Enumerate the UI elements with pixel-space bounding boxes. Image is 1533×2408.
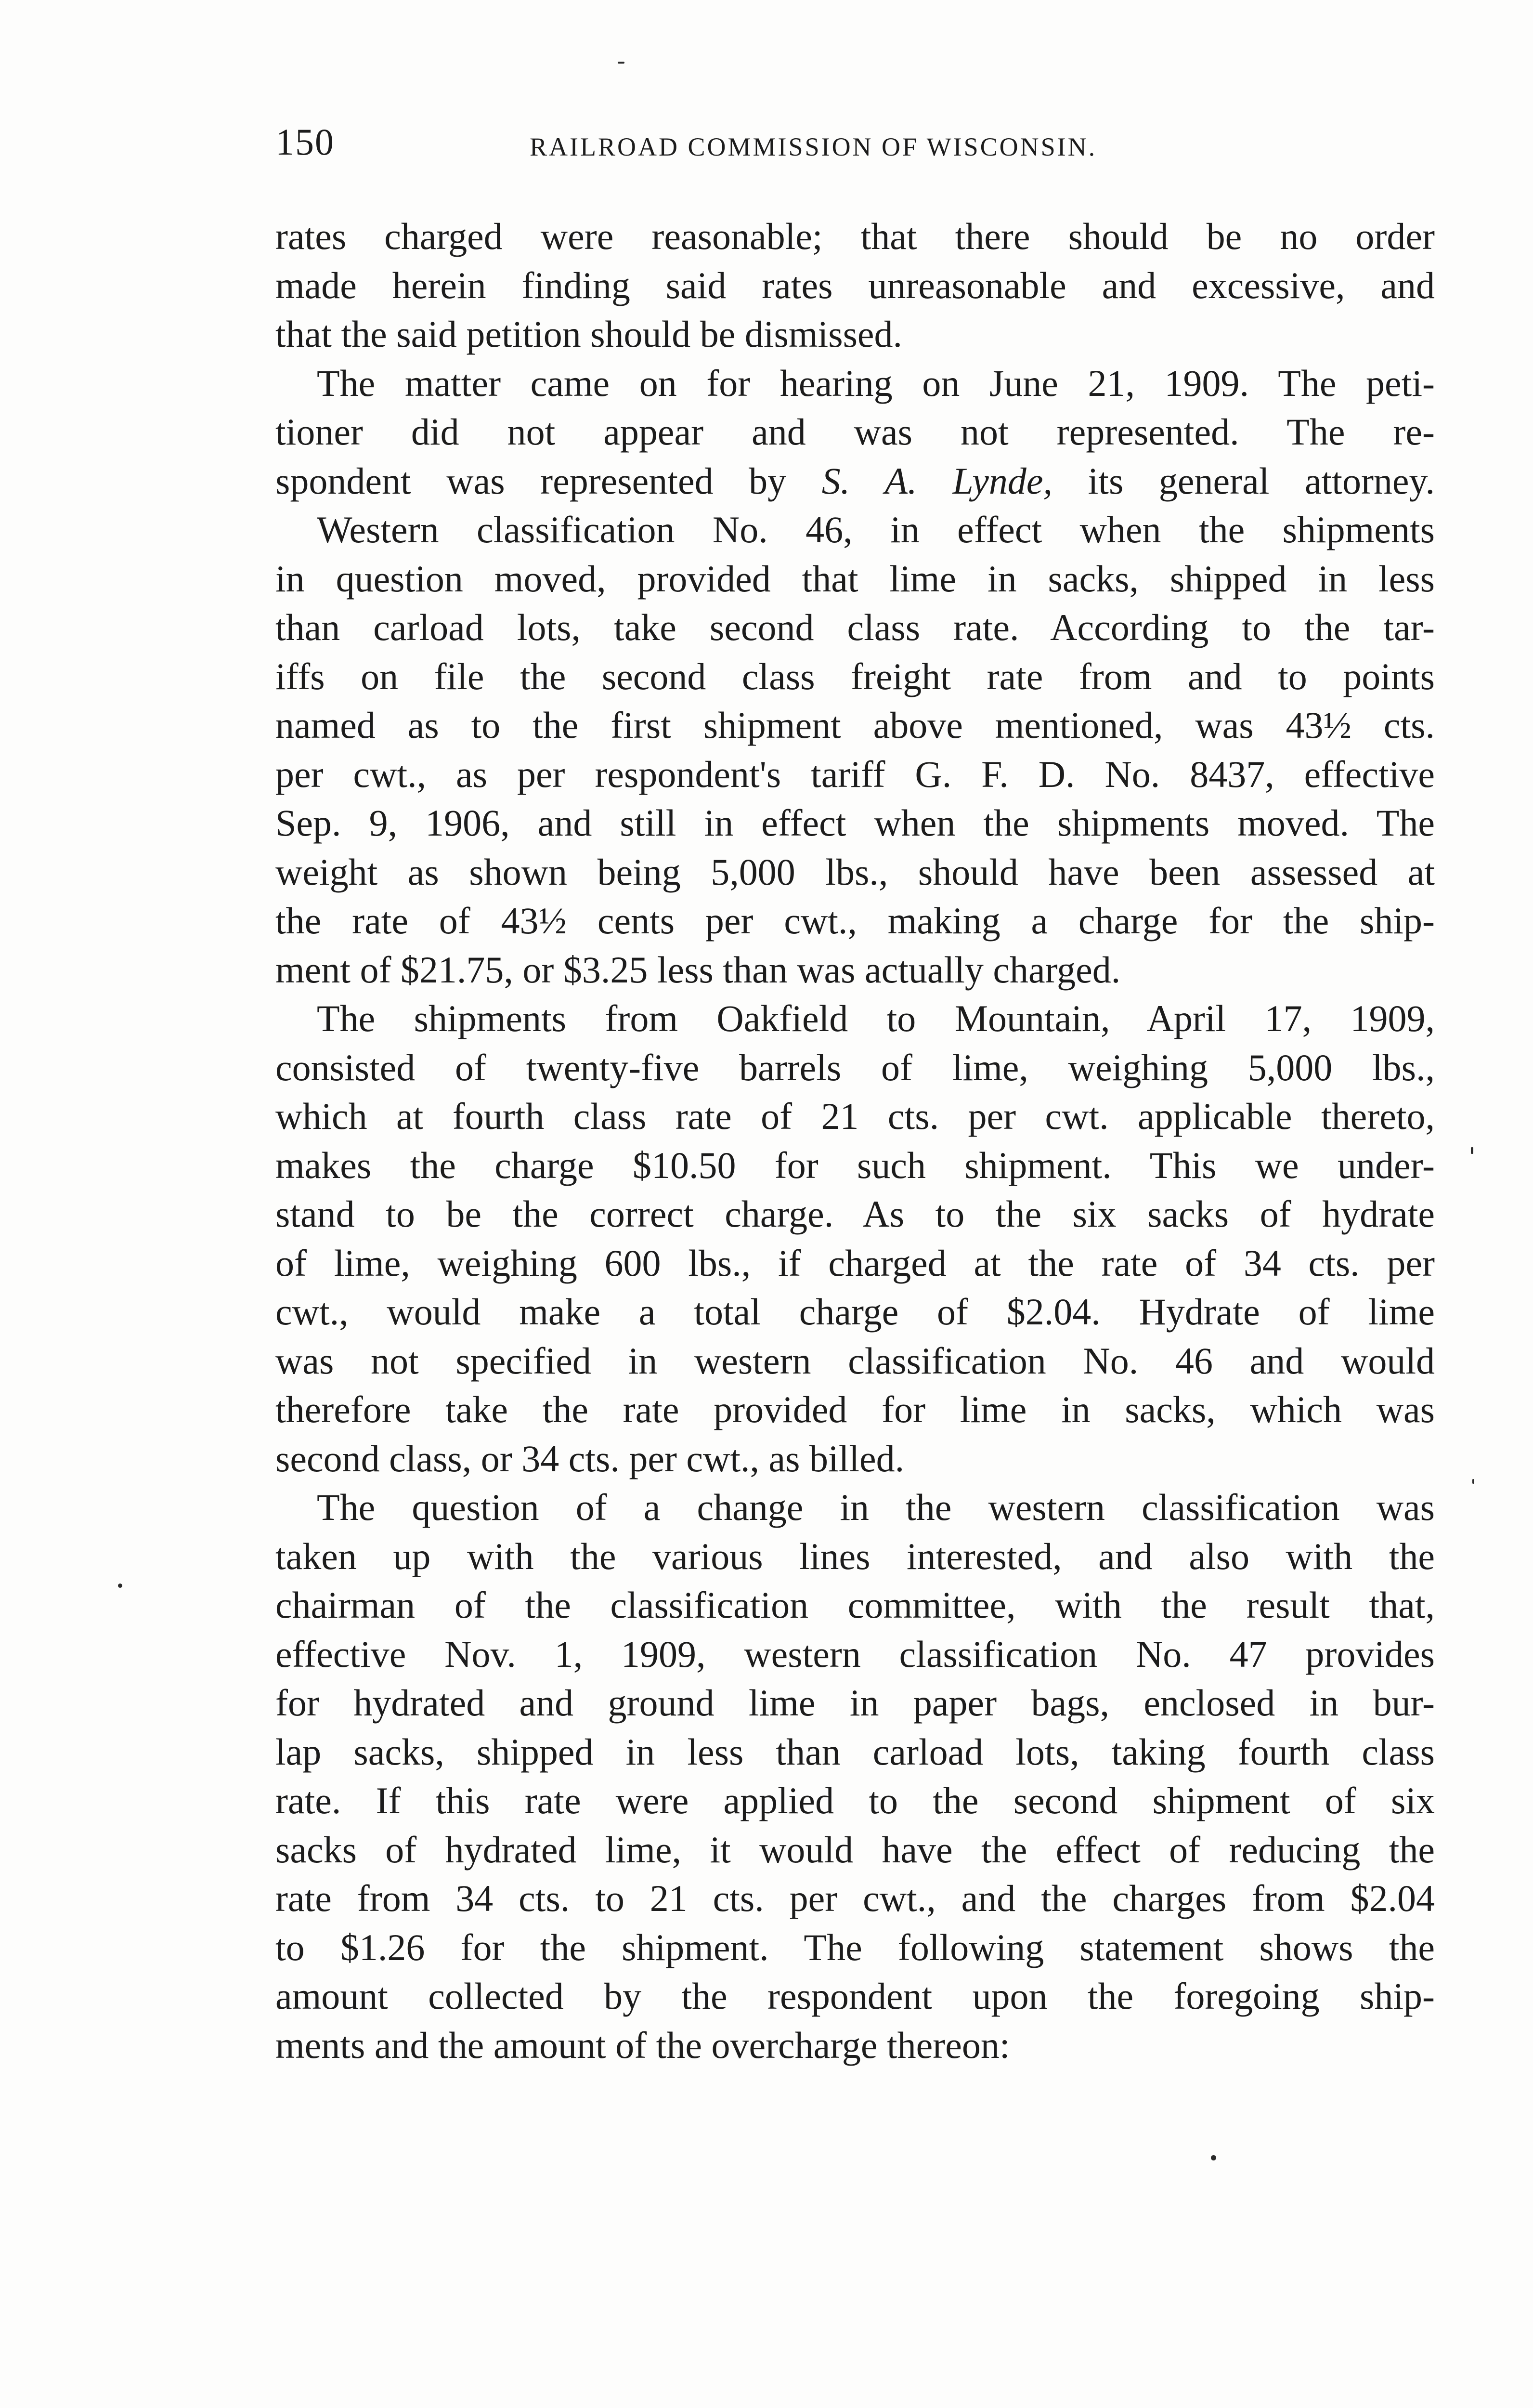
paragraph-2 [275,359,1435,506]
scan-speck [118,1584,122,1588]
text-line: second class, or 34 cts. per cwt., as billed. [275,1437,905,1479]
text-line: named as to the first shipment above mentioned, was 43½ cts. [275,704,1435,746]
scan-speck [618,62,624,64]
text-line: rate from 34 cts. to 21 cts. per cwt., and the charges from $2.04 [275,1877,1435,1919]
text-line: lap sacks, shipped in less than carload lots, taking fourth class [275,1730,1435,1773]
text-line: iffs on file the second class freight rate from and to points [275,655,1435,697]
text-line: makes the charge $10.50 for such shipment. This we under- [275,1144,1435,1186]
text-line: that the said petition should be dismissed. [275,313,903,355]
text-line: therefore take the rate provided for lime in sacks, which was [275,1388,1435,1430]
text-line: of lime, weighing 600 lbs., if charged at the rate of 34 cts. per [275,1242,1435,1284]
text-line: weight as shown being 5,000 lbs., should have been assessed at [275,851,1435,893]
text-line: which at fourth class rate of 21 cts. per cwt. applicable thereto, [275,1095,1435,1137]
text-line: chairman of the classification committee, with the result that, [275,1584,1435,1626]
text-line: to $1.26 for the shipment. The following statement shows the [275,1926,1435,1968]
text-line: stand to be the correct charge. As to the six sacks of hydrate [275,1193,1435,1235]
running-head: RAILROAD COMMISSION OF WISCONSIN. [530,132,1097,161]
text-line: in question moved, provided that lime in sacks, shipped in less [275,557,1435,600]
text-line: rates charged were reasonable; that there should be no order [275,215,1435,257]
text-line: The shipments from Oakfield to Mountain, April 17, 1909, [317,997,1435,1039]
page-number: 150 [275,121,335,163]
paragraph-5 [275,1483,1435,2069]
text-line-with-italic [275,457,1435,506]
attorney-name: S. A. Lynde, [821,459,1053,502]
text-line: Western classification No. 46, in effect when the shipments [317,509,1435,550]
text-line: per cwt., as per respondent's tariff G. F. D. No. 8437, effective [275,753,1435,795]
text-line: taken up with the various lines interested, and also with the [275,1535,1435,1577]
text-segment: its general attorney. [1052,459,1435,502]
text-line: tioner did not appear and was not represented. The re- [275,411,1435,453]
text-line: The matter came on for hearing on June 21, 1909. The peti- [317,362,1435,404]
text-line: consisted of twenty-five barrels of lime, weighing 5,000 lbs., [275,1046,1435,1088]
text-line: rate. If this rate were applied to the second shipment of six [275,1780,1435,1821]
scan-speck [1472,1479,1474,1484]
text-line: amount collected by the respondent upon the foregoing ship- [275,1975,1435,2017]
text-line: was not specified in western classification No. 46 and would [275,1339,1435,1382]
text-line: effective Nov. 1, 1909, western classification No. 47 provides [275,1633,1435,1675]
text-line: for hydrated and ground lime in paper bags, enclosed in bur- [275,1682,1435,1724]
scan-speck [1211,2155,1216,2160]
text-line: ment of $21.75, or $3.25 less than was actually charged. [275,948,1121,991]
text-line: the rate of 43½ cents per cwt., making a charge for the ship- [275,900,1435,942]
text-line: ments and the amount of the overcharge thereon: [275,2024,1010,2066]
text-line: Sep. 9, 1906, and still in effect when the shipments moved. The [275,802,1435,844]
scan-speck [1471,1147,1473,1154]
text-line: than carload lots, take second class rate. According to the tar- [275,606,1435,648]
paragraph-1 [275,212,1435,359]
body-text [275,212,1435,2069]
text-line: cwt., would make a total charge of $2.04. Hydrate of lime [275,1291,1435,1333]
text-line: made herein finding said rates unreasonable and excessive, and [275,264,1435,306]
paragraph-3 [275,505,1435,994]
text-segment: spondent was represented by [275,459,822,502]
text-line: The question of a change in the western classification was [317,1486,1435,1528]
text-line: sacks of hydrated lime, it would have the effect of reducing the [275,1828,1435,1871]
paragraph-4 [275,994,1435,1483]
page-header [275,116,1441,169]
